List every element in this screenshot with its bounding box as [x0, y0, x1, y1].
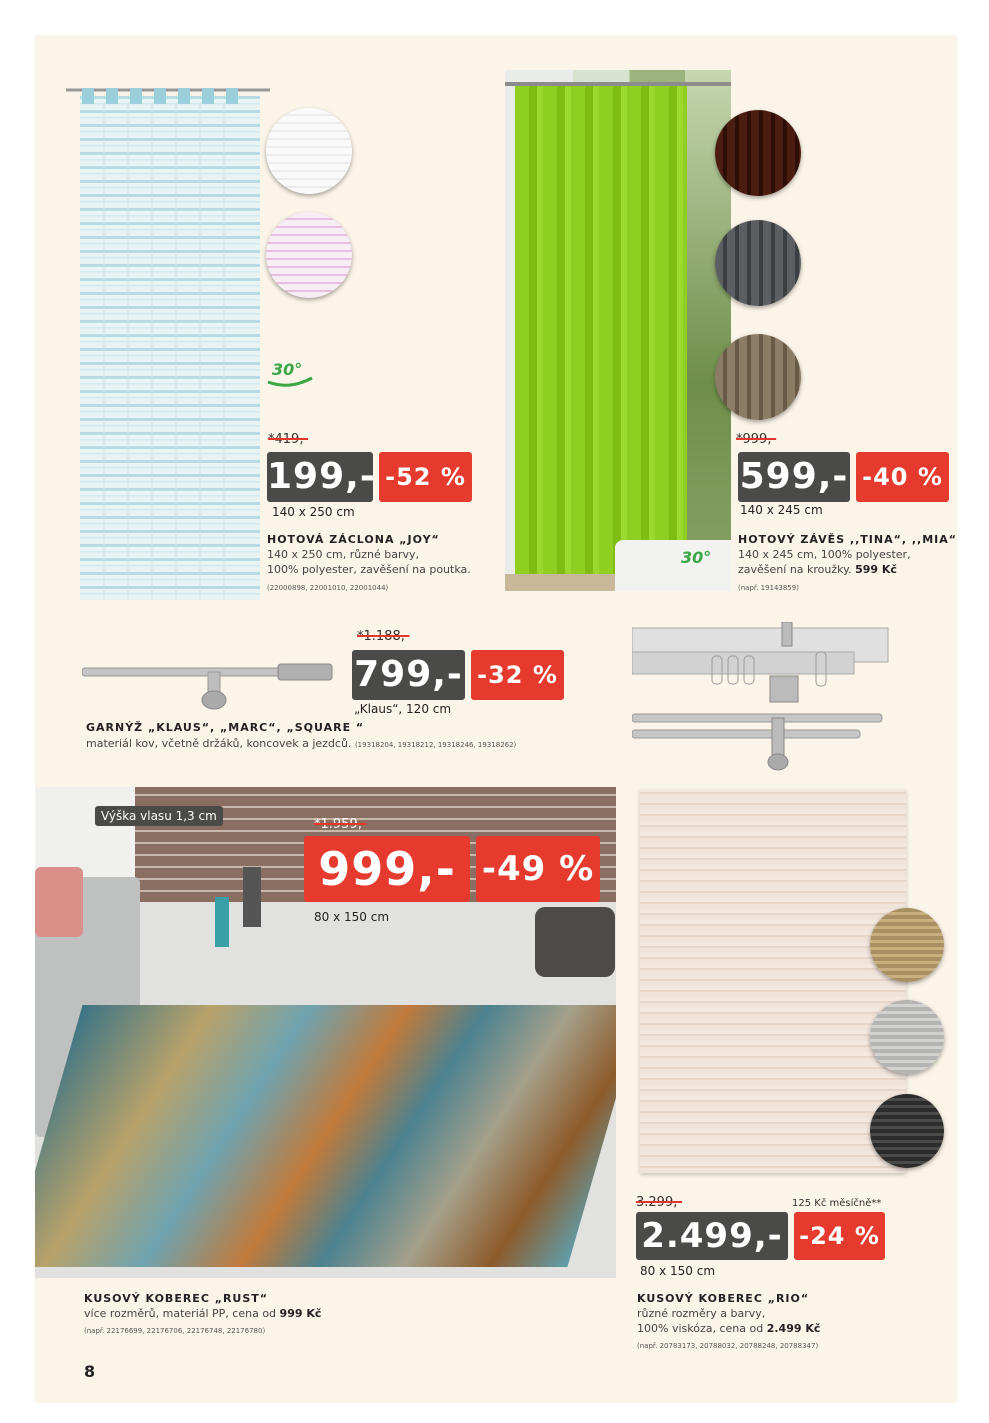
pink-pillow [35, 867, 83, 937]
joy-codes: (22000898, 22001010, 22001044) [267, 584, 389, 592]
klaus-old-price: *1.188,- [357, 629, 410, 644]
klaus-desc-line [86, 737, 516, 752]
tina-size: 140 x 245 cm [740, 503, 823, 517]
wash-30-label: 30° [272, 360, 303, 379]
joy-discount: -52 % [379, 452, 472, 502]
klaus-size: „Klaus“, 120 cm [354, 702, 452, 716]
rust-desc-price: 999 Kč [279, 1307, 322, 1320]
joy-size: 140 x 250 cm [272, 505, 355, 519]
rio-monthly: 125 Kč měsíčně** [792, 1198, 882, 1209]
klaus-title: GARNÝŽ „KLAUS“, „MARC“, „SQUARE “ [86, 721, 365, 734]
tina-desc-2-wrap [738, 563, 897, 577]
sofa [615, 540, 731, 591]
vase-1 [215, 897, 229, 947]
joy-price: 199,- [267, 452, 373, 502]
joy-desc-1: 140 x 250 cm, různé barvy, [267, 548, 420, 561]
gold-swatch [870, 908, 944, 982]
pile-height-badge: Výška vlasu 1,3 cm [95, 806, 223, 826]
rio-title: KUSOVÝ KOBEREC „RIO“ [637, 1292, 810, 1305]
tina-discount: -40 % [856, 452, 949, 502]
rio-rug-image [640, 789, 906, 1173]
curtain-rod [505, 82, 731, 86]
tina-desc-2-price: 599 Kč [855, 563, 897, 576]
joy-title: HOTOVÁ ZÁCLONA „JOY“ [267, 533, 440, 546]
rust-discount: -49 % [476, 836, 600, 902]
klaus-rod-image [82, 658, 334, 710]
white-swatch [266, 108, 352, 194]
rio-codes: (např. 20783173, 20788032, 20788248, 20788347) [637, 1342, 819, 1350]
wash-30-label-tina: 30° [681, 548, 712, 567]
green-curtain [515, 84, 687, 574]
rio-size: 80 x 150 cm [640, 1264, 716, 1278]
taupe-swatch [715, 334, 801, 420]
rust-desc: více rozměrů, materiál PP, cena od [84, 1307, 277, 1320]
double-rod-image [632, 622, 890, 772]
joy-curtain-image [64, 82, 272, 602]
tina-title: HOTOVÝ ZÁVĚS ,,TINA“, ,,MIA“ [738, 533, 957, 546]
joy-old-price: *419,- [268, 432, 309, 447]
klaus-codes: (19318204, 19318212, 19318246, 19318262) [354, 741, 517, 749]
wash-30-icon [266, 362, 314, 388]
tina-price: 599,- [738, 452, 850, 502]
grey-swatch [715, 220, 801, 306]
tina-desc-2: zavěšení na kroužky. [738, 563, 852, 576]
tina-curtain-photo [505, 70, 731, 591]
tina-old-price: *999,- [736, 432, 777, 447]
rio-desc-1: různé rozměry a barvy, [637, 1307, 766, 1320]
rio-discount: -24 % [794, 1212, 885, 1260]
side-table [535, 907, 615, 977]
black-swatch [870, 1094, 944, 1168]
silver-swatch [870, 1000, 944, 1074]
klaus-desc: materiál kov, včetně držáků, koncovek a jezdců. [86, 737, 352, 750]
klaus-discount: -32 % [471, 650, 564, 700]
rio-desc-2-price: 2.499 Kč [766, 1322, 821, 1335]
brown-swatch [715, 110, 801, 196]
tina-desc-1: 140 x 245 cm, 100% polyester, [738, 548, 911, 561]
page-number: 8 [84, 1362, 96, 1381]
pink-swatch [266, 212, 352, 298]
rust-desc-line [84, 1307, 321, 1321]
rust-title: KUSOVÝ KOBEREC „RUST“ [84, 1292, 269, 1305]
rust-codes: (např. 22176699, 22176706, 22176748, 22176780) [84, 1327, 266, 1335]
rust-price: 999,- [304, 836, 470, 902]
rio-old-price: 3.299,- [636, 1195, 683, 1210]
rio-price: 2.499,- [636, 1212, 788, 1260]
joy-desc-2: 100% polyester, zavěšení na poutka. [267, 563, 471, 576]
tina-codes: (např. 19143859) [738, 584, 799, 592]
rio-desc-2-line [637, 1322, 820, 1336]
vase-2 [243, 867, 261, 927]
rust-size: 80 x 150 cm [314, 910, 390, 924]
rug [35, 1005, 616, 1267]
rust-old-price: *1.959,- [314, 817, 367, 832]
klaus-price: 799,- [352, 650, 465, 700]
rio-desc-2: 100% viskóza, cena od [637, 1322, 764, 1335]
